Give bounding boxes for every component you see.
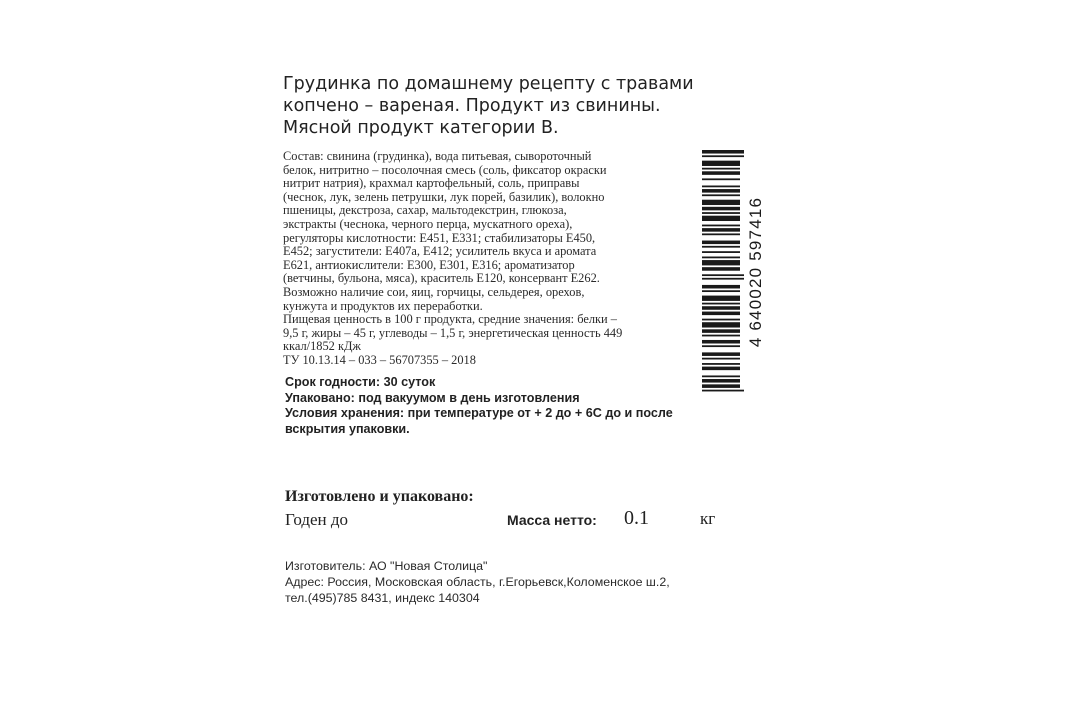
barcode-bar — [702, 278, 744, 280]
net-mass-value: 0.1 — [624, 507, 649, 529]
nutrition-line: ккал/1852 кДж — [283, 339, 361, 354]
barcode-bar — [702, 257, 740, 259]
barcode-digits — [744, 150, 768, 395]
barcode-bar — [702, 335, 740, 337]
tu-line: ТУ 10.13.14 – 033 – 56707355 – 2018 — [283, 352, 476, 367]
barcode-bar — [702, 306, 740, 310]
composition-line: Е452; загустители: Е407а, Е412; усилитель вкуса и аромата — [283, 244, 597, 259]
barcode-number: 4 640020 597416 — [746, 196, 765, 348]
shelf-life-line: Срок годности: 30 суток — [285, 375, 436, 389]
composition-line: экстракты (чеснока, черного перца, мускатного ореха), — [283, 216, 573, 231]
composition-line: Возможно наличие сои, яиц, горчицы, сельдерея, орехов, — [283, 284, 585, 299]
barcode-bar — [702, 150, 744, 154]
barcode-bar — [702, 168, 740, 170]
barcode-bar — [702, 194, 740, 196]
nutrition-line: 9,5 г, жиры – 45 г, углеводы – 1,5 г, энергетическая ценность 449 — [283, 325, 623, 340]
barcode-bar — [702, 358, 740, 360]
barcode-bar — [702, 290, 740, 292]
net-mass-label: Масса нетто: — [507, 512, 597, 528]
address-line: Адрес: Россия, Московская область, г.Егорьевск,Коломенское ш.2, — [285, 575, 670, 589]
barcode-bar — [702, 186, 740, 188]
barcode-bar — [702, 303, 740, 305]
barcode-bar — [702, 340, 740, 344]
barcode-bar — [702, 241, 740, 245]
barcode-bar — [702, 161, 740, 166]
barcode-bar — [702, 363, 740, 365]
best-before-label: Годен до — [285, 510, 349, 529]
title-line: Грудинка по домашнему рецепту с травами — [283, 74, 694, 94]
barcode-bar — [702, 345, 740, 347]
barcode-bar — [702, 171, 740, 175]
barcode-bar — [702, 319, 740, 321]
barcode-bars — [702, 150, 744, 395]
barcode-bar — [702, 322, 740, 327]
barcode-bar — [702, 207, 740, 211]
composition-line: пшеницы, декстроза, сахар, мальтодекстрин, глюкоза, — [283, 203, 567, 218]
barcode-bar — [702, 228, 740, 232]
barcode-bar — [702, 200, 740, 205]
composition-line: нитрит натрия), крахмал картофельный, соль, приправы — [283, 176, 580, 191]
barcode-bar — [702, 267, 740, 271]
phone-line: тел.(495)785 8431, индекс 140304 — [285, 591, 480, 605]
barcode-bar — [702, 274, 744, 276]
title-line: Мясной продукт категории В. — [283, 118, 559, 138]
manufacturer-line: Изготовитель: АО "Новая Столица" — [285, 559, 488, 573]
composition-line: регуляторы кислотности: Е451, Е331; стабилизаторы Е450, — [283, 230, 596, 245]
composition-line: кунжута и продуктов их переработки. — [283, 298, 483, 313]
nutrition-line: Пищевая ценность в 100 г продукта, средние значения: белки – — [283, 312, 617, 327]
barcode-bar — [702, 246, 740, 248]
barcode-bar — [702, 225, 740, 227]
packaging-line: Упаковано: под вакуумом в день изготовления — [285, 390, 580, 405]
barcode — [702, 150, 744, 395]
manufacturer-block — [285, 558, 755, 606]
barcode-bar — [702, 352, 740, 356]
barcode-bar — [702, 251, 740, 253]
barcode-bar — [702, 216, 740, 221]
shelf-life-block — [285, 375, 745, 437]
barcode-bar — [702, 312, 740, 316]
barcode-bar — [702, 178, 740, 180]
composition-block — [283, 150, 683, 368]
barcode-bar — [702, 285, 740, 289]
made-packed-label: Изготовлено и упаковано: — [285, 488, 474, 505]
barcode-bar — [702, 189, 740, 193]
barcode-bar — [702, 155, 744, 157]
barcode-bar — [702, 233, 740, 235]
barcode-bar — [702, 296, 740, 301]
composition-line: Состав: свинина (грудинка), вода питьевая, сывороточный — [283, 149, 592, 163]
barcode-bar — [702, 212, 740, 214]
title-line: копчено – вареная. Продукт из свинины. — [283, 96, 661, 116]
composition-line: белок, нитритно – посолочная смесь (соль, фиксатор окраски — [283, 162, 607, 177]
barcode-bar — [702, 367, 740, 371]
storage-line: вскрытия упаковки. — [285, 421, 410, 436]
net-mass-unit: кг — [700, 509, 716, 528]
barcode-bar — [702, 329, 740, 333]
product-title — [283, 73, 743, 139]
storage-line: Условия хранения: при температуре от + 2 до + 6С до и после — [285, 406, 673, 420]
barcode-bar — [702, 260, 740, 265]
composition-line: (ветчины, бульона, мяса), краситель Е120, консервант Е262. — [283, 271, 600, 286]
composition-line: Е621, антиокислители: Е300, Е301, Е316; ароматизатор — [283, 257, 575, 272]
composition-line: (чеснок, лук, зелень петрушки, лук порей, базилик), волокно — [283, 189, 605, 204]
